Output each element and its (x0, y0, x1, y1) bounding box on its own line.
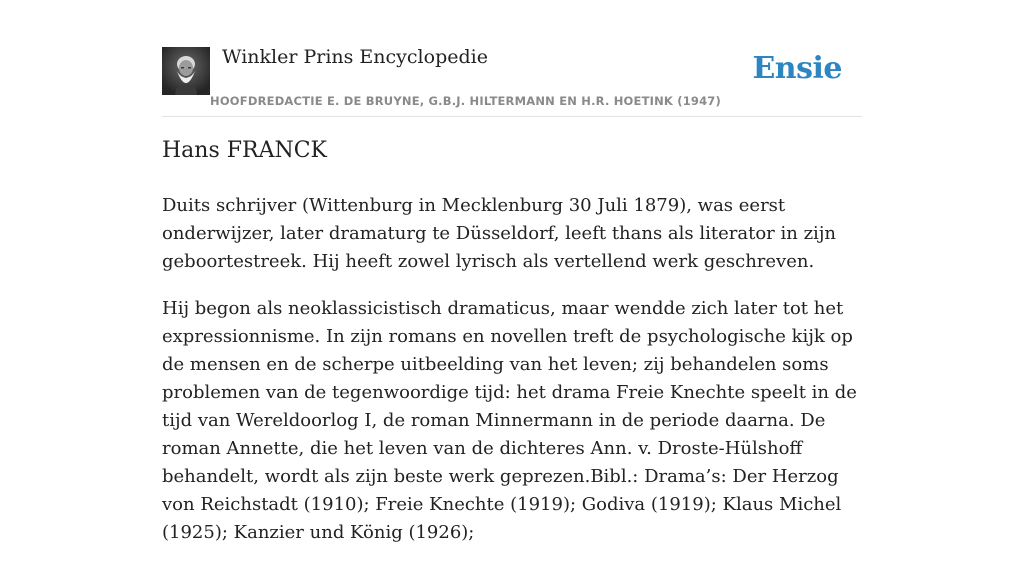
article-title: Hans FRANCK (162, 138, 327, 163)
bearded-man-portrait-icon (162, 47, 210, 95)
source-avatar[interactable] (162, 47, 210, 95)
ensie-logo-link[interactable]: Ensie (752, 51, 842, 86)
source-title[interactable]: Winkler Prins Encyclopedie (222, 46, 488, 68)
article-body (162, 192, 862, 566)
source-subtitle: HOOFDREDACTIE E. DE BRUYNE, G.B.J. HILTERMANN EN H.R. HOETINK (1947) (210, 94, 721, 108)
article-paragraph: Hij begon als neoklassicistisch dramaticus, maar wendde zich later tot het expressionnisme. In zijn romans en novellen treft de psychologische kijk op de mensen en de scherpe uitbeelding van het leven; zij behandelen soms problemen van de tegenwoordige tijd: het drama Freie Knechte speelt in de tijd van Wereldoorlog I, de roman Minnermann in de periode daarna. De roman Annette, die het leven van de dichteres Ann. v. Droste-Hülshoff behandelt, wordt als zijn beste werk geprezen.Bibl.: Drama’s: Der Herzog von Reichstadt (1910); Freie Knechte (1919); Godiva (1919); Klaus Michel (1925); Kanzier und König (1926); (162, 298, 857, 543)
article-paragraph: Duits schrijver (Wittenburg in Mecklenburg 30 Juli 1879), was eerst onderwijzer, later dramaturg te Düsseldorf, leeft thans als literator in zijn geboortestreek. Hij heeft zowel lyrisch als vertellend werk geschreven. (162, 195, 836, 272)
source-header (162, 44, 862, 117)
